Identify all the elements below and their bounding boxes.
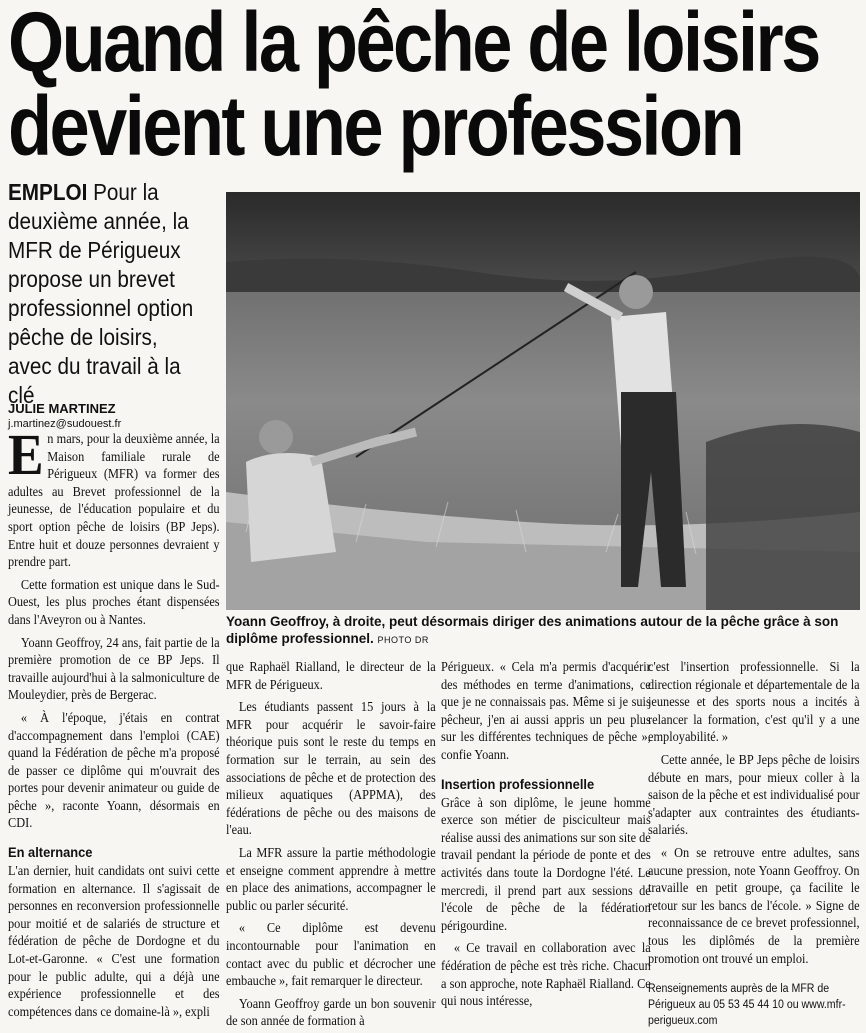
subheading-insertion: Insertion professionnelle xyxy=(441,775,595,792)
dropcap: E xyxy=(8,422,44,487)
lead-text: Pour la deuxième année, la MFR de Périgueux propose un brevet professionnel option pêche de loisirs, avec du travail à la clé xyxy=(8,179,194,408)
paragraph-1-text: n mars, pour la deuxième année, la Maison familiale rurale de Périgueux (MFR) va former des adultes au Brevet professionnel de la jeunesse, de l'éducation populaire et du sport option pêche de loisirs (BP Jeps). Entre huit et douze personnes devraient y prendre part. xyxy=(8,431,220,570)
article-photo xyxy=(226,192,860,610)
photo-caption xyxy=(226,613,860,649)
paragraph-12: Grâce à son diplôme, le jeune homme exerce son métier de pisciculteur mais réalise aussi des animations sur son site de travail pendant la période de ponte et des activités dans toute la Dordogne l'été. Le mercredi, il prend part aux sessions de l'école de pêche de la fédération périgourdine. xyxy=(441,794,651,933)
headline xyxy=(8,0,819,173)
article-column-2 xyxy=(226,658,436,1030)
photo-caption-text: Yoann Geoffroy, à droite, peut désormais diriger des animations autour de la pêche grâce à son diplôme professionnel. xyxy=(226,614,839,646)
byline-email: j.martinez@sudouest.fr xyxy=(8,418,122,430)
headline-line-2: devient une profession xyxy=(8,79,743,173)
article-column-3 xyxy=(441,658,651,1010)
paragraph-15: Cette année, le BP Jeps pêche de loisirs débute en mars, pour mieux coller à la saison de la pêche et est individualisé pour s'adapter aux contraintes des étudiants-salariés. xyxy=(648,751,860,838)
paragraph-4: « À l'époque, j'étais en contrat d'accompagnement dans l'emploi (CAE) quand la Fédération de pêche m'a proposé de passer ce diplôme qui m'ouvrait des portes pour devenir animateur ou guide de pêche », raconte Yoann, désormais en CDI. xyxy=(8,709,220,831)
paragraph-13: « Ce travail en collaboration avec la fédération de pêche est très riche. Chacun a son approche, note Raphaël Rialland. Ce qui nous intéresse, xyxy=(441,940,651,1009)
fishing-photo-illustration xyxy=(226,192,860,610)
paragraph-3: Yoann Geoffroy, 24 ans, fait partie de la première promotion de ce BP Jeps. Il travaille aujourd'hui à la salmoniculture de Mouleydier, près de Bergerac. xyxy=(8,634,220,703)
paragraph-6: que Raphaël Rialland, le directeur de la MFR de Périgueux. xyxy=(226,659,436,692)
headline-line-1: Quand la pêche de loisirs xyxy=(8,0,819,89)
paragraph-16: « On se retrouve entre adultes, sans aucune pression, note Yoann Geoffroy. On travaille en petit groupe, ça facilite le retour sur les bancs de l'école. » Signe de reconnaissance de ce brevet professionnel, tous les diplômés de la première promotion ont trouvé un emploi. xyxy=(648,844,860,966)
paragraph-5: L'an dernier, huit candidats ont suivi cette formation en alternance. Il s'agissait de personnes en reconversion professionnelle pour moitié et de salariés de structure et fédération de pêche de Dordogne et du Lot-et-Garonne. « C'est une formation pour le public adulte, qui a déjà une expérience professionnelle et des compétences dans ce domaine-là », expli xyxy=(8,863,220,1019)
paragraph-7: Les étudiants passent 15 jours à la MFR pour acquérir le savoir-faire théorique puis sont le reste du temps en formation sur le terrain, au sein des associations de pêche et de protection des milieux aquatiques (APPMA), des fédérations de pêche ou des maisons de l'eau. xyxy=(226,699,436,838)
paragraph-2: Cette formation est unique dans le Sud-Ouest, les plus proches étant dispensées dans l'Aveyron ou à Nantes. xyxy=(8,576,220,627)
paragraph-14: c'est l'insertion professionnelle. Si la direction régionale et départementale de la jeunesse et des sports nous a incités à relancer la formation, c'est qu'il y a une employabilité. » xyxy=(648,659,860,745)
info-box: Renseignements auprès de la MFR de Périgueux au 05 53 45 44 10 ou www.mfr-perigueux.com xyxy=(648,983,846,1028)
paragraph-10: Yoann Geoffroy garde un bon souvenir de son année de formation à xyxy=(226,995,436,1029)
lead-kicker: EMPLOI xyxy=(8,179,88,205)
paragraph-11: Périgueux. « Cela m'a permis d'acquérir des méthodes en terme d'animations, ce que je ne connaissais pas. Même si je suis pêcheur, j'en ai aussi appris un peu plus sur les différentes techniques de pêche », confie Yoann. xyxy=(441,659,651,762)
paragraph-8: La MFR assure la partie méthodologie et enseigne comment apprendre à mettre en place des animations, accompagner le public ou parler sécurité. xyxy=(226,844,436,913)
article-column-4 xyxy=(648,658,860,1029)
byline-author: JULIE MARTINEZ xyxy=(8,401,116,416)
lead-paragraph xyxy=(8,178,195,410)
paragraph-9: « Ce diplôme est devenu incontournable pour l'animation en contact avec du public et décrocher une embauche », fait remarquer le directeur. xyxy=(226,920,436,989)
subheading-alternance: En alternance xyxy=(8,844,93,861)
photo-credit: PHOTO DR xyxy=(377,635,429,645)
